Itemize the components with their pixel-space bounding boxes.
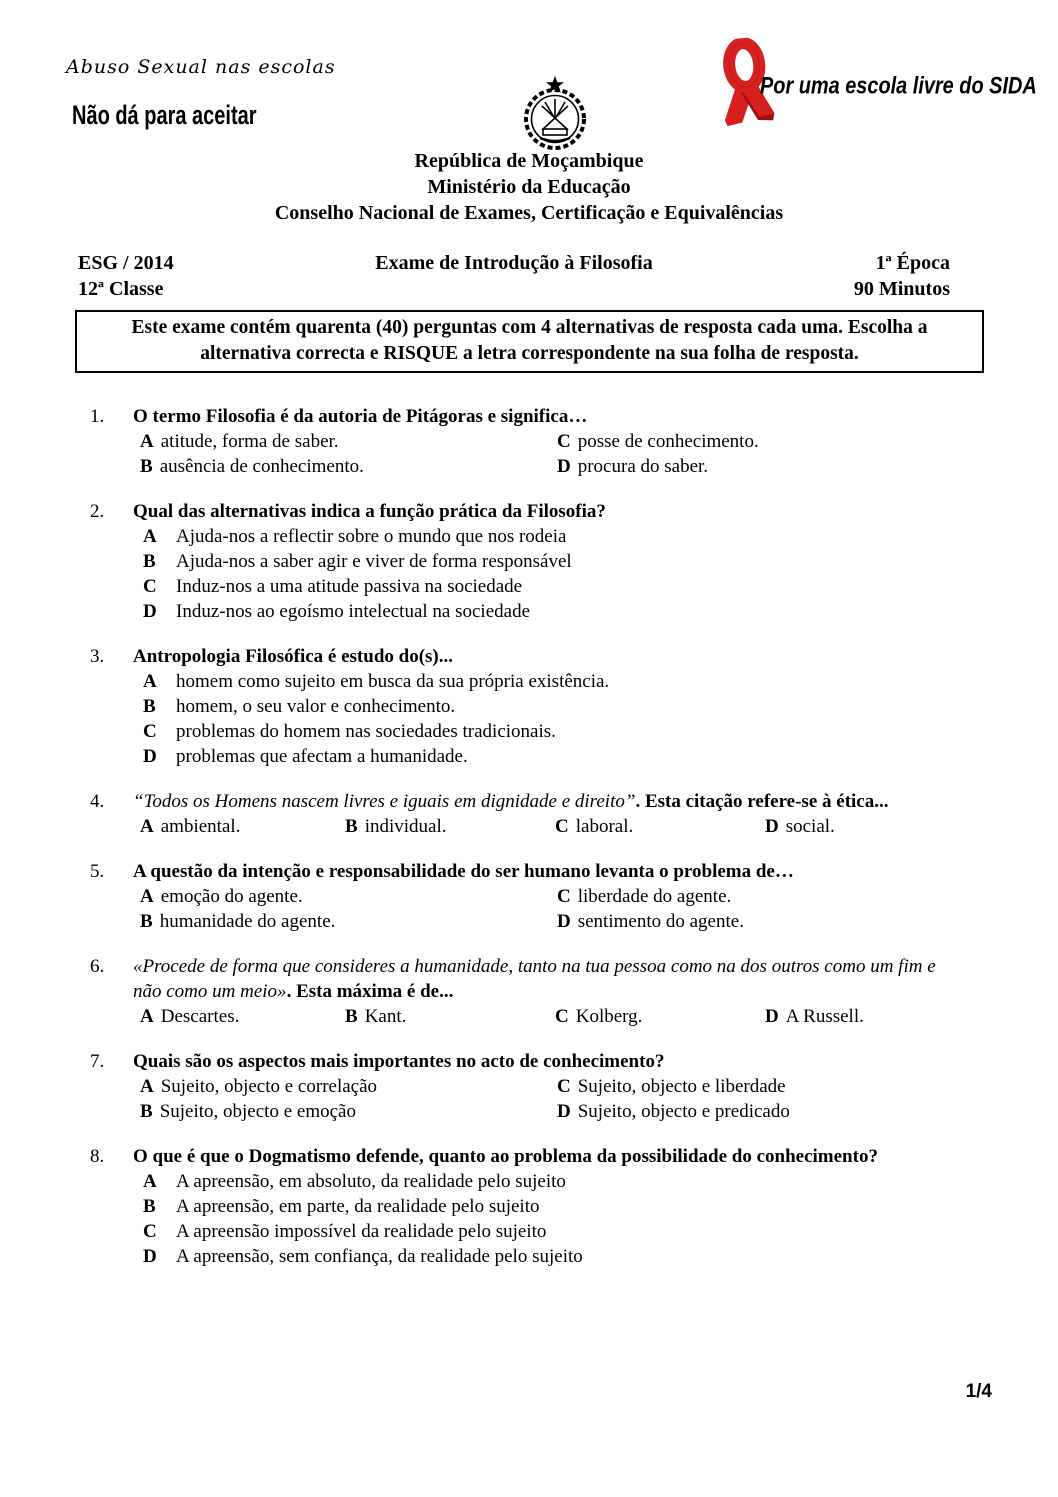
answer-option [78,524,966,549]
question-text-segment: Antropologia Filosófica é estudo do(s)... [133,646,454,667]
ribbon-slogan: Por uma escola livre do SIDA [760,72,1037,100]
option-text: ambiental. [160,816,241,837]
options-four [78,1004,966,1029]
option-text: Induz-nos ao egoísmo intelectual na sociedade [176,601,531,622]
answer-option [78,549,966,574]
exam-title: Exame de Introdução à Filosofia [375,252,653,274]
exam-info-right [730,250,950,302]
option-letter: B [345,1006,358,1027]
option-letter: C [143,1221,157,1242]
answer-option [78,1244,966,1269]
question-text-segment: O que é que o Dogmatismo defende, quanto ao problema da possibilidade do conhecimento? [133,1146,878,1167]
option-text: humanidade do agente. [159,911,336,932]
question-number: 4. [90,791,105,812]
options-two [78,884,966,934]
option-letter: D [765,1006,779,1027]
option-text: Sujeito, objecto e predicado [577,1101,790,1122]
question-text-segment: “Todos os Homens nascem livres e iguais em dignidade e direito” [133,791,636,812]
option-text: ausência de conhecimento. [159,456,364,477]
option-letter: B [140,456,153,477]
answer-option [555,1004,765,1029]
answer-option [78,1194,966,1219]
answer-option [765,814,966,839]
option-text: A apreensão, em absoluto, da realidade pelo sujeito [176,1171,566,1192]
question-head [78,859,966,884]
answer-option [140,1099,557,1124]
question-text [133,789,966,814]
question-number: 1. [90,406,105,427]
question-text-segment: Qual das alternativas indica a função prática da Filosofia? [133,501,606,522]
option-text: A apreensão, em parte, da realidade pelo sujeito [176,1196,540,1217]
option-letter: D [143,601,157,622]
question [78,644,966,769]
exam-code: ESG / 2014 [78,252,174,274]
answer-option [78,1169,966,1194]
option-letter: D [557,456,571,477]
option-letter: C [555,816,569,837]
option-text: Induz-nos a uma atitude passiva na sociedade [176,576,523,597]
option-letter: C [143,576,157,597]
answer-option [557,909,966,934]
answer-option [557,884,966,909]
question-number: 8. [90,1146,105,1167]
answer-option [555,814,765,839]
option-text: A Russell. [785,1006,864,1027]
option-text: procura do saber. [577,456,709,477]
question-text-segment: . Esta máxima é de... [286,981,454,1002]
option-text: emoção do agente. [160,886,303,907]
option-text: Sujeito, objecto e correlação [160,1076,378,1097]
option-text: homem como sujeito em busca da sua própria existência. [176,671,610,692]
answer-option [557,1099,966,1124]
options-list [78,1169,966,1269]
options-four [78,814,966,839]
answer-option [78,694,966,719]
option-letter: C [557,431,571,452]
question [78,789,966,839]
option-text: individual. [364,816,447,837]
question-text-segment: Quais são os aspectos mais importantes no acto de conhecimento? [133,1051,665,1072]
option-letter: A [140,1076,154,1097]
option-letter: B [140,911,153,932]
option-text: Sujeito, objecto e emoção [159,1101,356,1122]
option-letter: C [557,886,571,907]
exam-grade: 12ª Classe [78,278,164,300]
option-text: laboral. [575,816,634,837]
question-head [78,1049,966,1074]
option-text: problemas do homem nas sociedades tradicionais. [176,721,556,742]
question-number: 5. [90,861,105,882]
question-text [133,954,966,1004]
option-text: atitude, forma de saber. [160,431,339,452]
option-letter: A [140,886,154,907]
option-text: Kolberg. [575,1006,643,1027]
question-number: 6. [90,956,105,977]
question-text [133,644,966,669]
answer-option [557,429,966,454]
option-letter: C [555,1006,569,1027]
option-text: Ajuda-nos a saber agir e viver de forma responsável [176,551,572,572]
exam-duration: 90 Minutos [853,278,950,300]
answer-option [78,574,966,599]
answer-option [140,429,557,454]
campaign-slogan-bottom: Não dá para aceitar [72,100,257,131]
option-letter: A [143,1171,157,1192]
option-text: Kant. [364,1006,407,1027]
option-letter: D [143,746,157,767]
option-text: Ajuda-nos a reflectir sobre o mundo que nos rodeia [176,526,567,547]
answer-option [345,814,555,839]
question-text [133,499,966,524]
option-letter: D [557,911,571,932]
question-number: 7. [90,1051,105,1072]
question-text [133,859,966,884]
answer-option [140,814,345,839]
answer-option [78,1219,966,1244]
answer-option [78,744,966,769]
option-text: social. [785,816,835,837]
question-head [78,1144,966,1169]
ministry-line: Ministério da Educação [427,176,631,198]
answer-option [140,909,557,934]
option-letter: A [143,671,157,692]
options-two [78,1074,966,1124]
exam-info-left [78,250,298,302]
option-letter: D [765,816,779,837]
questions-section [78,404,966,1269]
answer-option [78,669,966,694]
question [78,1144,966,1269]
answer-option [557,1074,966,1099]
campaign-slogan-top: Abuso Sexual nas escolas [66,56,336,78]
answer-option [345,1004,555,1029]
option-letter: C [143,721,157,742]
exam-epoch: 1ª Época [875,252,950,274]
question-text [133,1144,966,1169]
option-letter: A [140,431,154,452]
option-text: sentimento do agente. [577,911,744,932]
option-letter: B [140,1101,153,1122]
options-list [78,669,966,769]
option-text: Descartes. [160,1006,240,1027]
question-text [133,404,966,429]
options-list [78,524,966,624]
answer-option [78,599,966,624]
question [78,1049,966,1124]
question [78,954,966,1029]
answer-option [140,1074,557,1099]
answer-option [78,719,966,744]
question [78,859,966,934]
option-letter: A [140,1006,154,1027]
exam-info-bar [78,250,950,302]
question-number: 2. [90,501,105,522]
question-text-segment: O termo Filosofia é da autoria de Pitágoras e significa… [133,406,588,427]
option-letter: A [143,526,157,547]
option-letter: C [557,1076,571,1097]
option-text: A apreensão, sem confiança, da realidade pelo sujeito [176,1246,583,1267]
question [78,499,966,624]
option-letter: D [557,1101,571,1122]
option-text: A apreensão impossível da realidade pelo sujeito [176,1221,547,1242]
options-two [78,429,966,479]
question-head [78,499,966,524]
page-number: 1/4 [965,1381,992,1402]
option-text: posse de conhecimento. [577,431,759,452]
question-text-segment: «Procede de forma que consideres a humanidade, tanto na tua pessoa como na dos outros como um fim e não como um meio» [133,956,936,1002]
government-header [0,148,1058,226]
option-text: Sujeito, objecto e liberdade [577,1076,786,1097]
answer-option [765,1004,966,1029]
option-text: problemas que afectam a humanidade. [176,746,468,767]
question-head [78,404,966,429]
council-line: Conselho Nacional de Exames, Certificação e Equivalências [274,202,784,224]
option-text: liberdade do agente. [577,886,732,907]
answer-option [140,1004,345,1029]
question-text [133,1049,966,1074]
republic-line: República de Moçambique [414,150,644,172]
question-head [78,954,966,1004]
option-letter: B [143,696,156,717]
instructions-box: Este exame contém quarenta (40) perguntas com 4 alternativas de resposta cada uma. Escolha a alternativa correcta e RISQUE a letra correspondente na sua folha de resposta. [75,310,984,373]
option-letter: B [345,816,358,837]
answer-option [140,884,557,909]
option-letter: B [143,551,156,572]
option-letter: D [143,1246,157,1267]
answer-option [557,454,966,479]
answer-option [140,454,557,479]
question [78,404,966,479]
question-number: 3. [90,646,105,667]
question-head [78,644,966,669]
question-head [78,789,966,814]
option-letter: B [143,1196,156,1217]
option-letter: A [140,816,154,837]
option-text: homem, o seu valor e conhecimento. [176,696,456,717]
question-text-segment: . Esta citação refere-se à ética... [635,791,889,812]
question-text-segment: A questão da intenção e responsabilidade do ser humano levanta o problema de… [133,861,794,882]
